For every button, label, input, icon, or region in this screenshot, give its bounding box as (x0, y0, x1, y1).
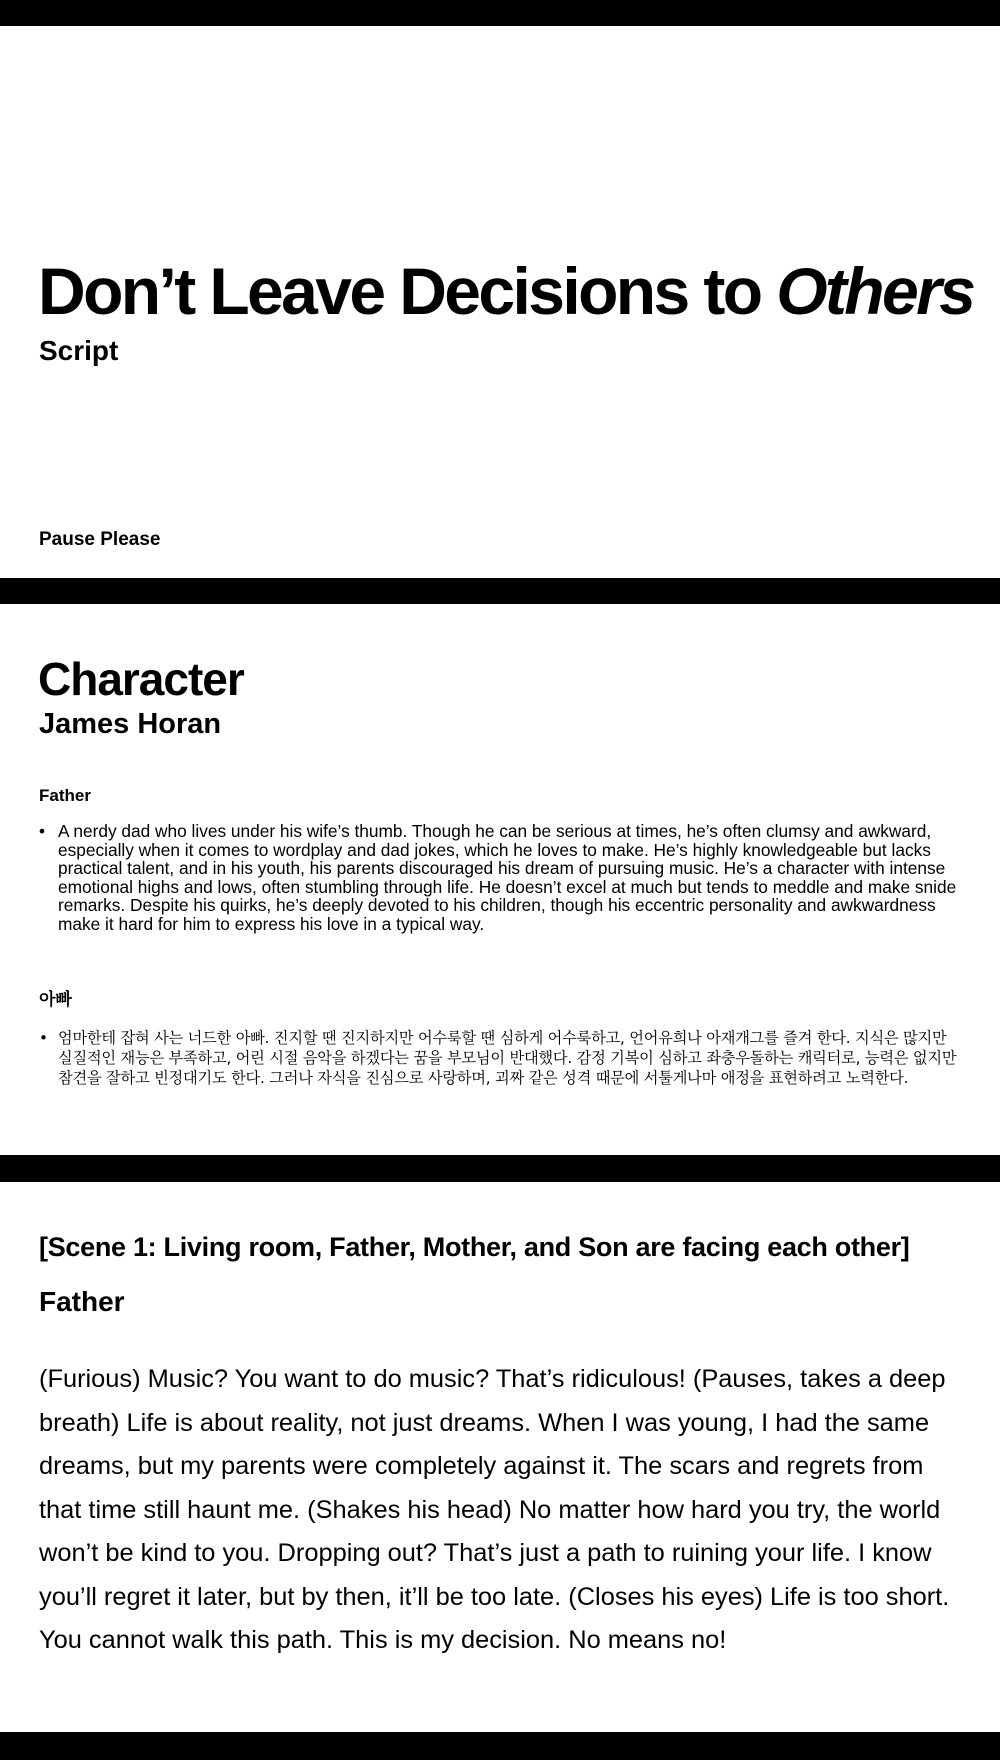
character-heading: Character (38, 653, 244, 705)
character-description-korean (39, 1028, 964, 1088)
scene-heading: [Scene 1: Living room, Father, Mother, and Son are facing each other] (39, 1232, 910, 1262)
top-black-bar (0, 0, 1000, 26)
character-description-english (39, 822, 964, 934)
script-subtitle: Script (39, 335, 119, 366)
title-page-footer-label: Pause Please (39, 529, 161, 550)
script-title (38, 252, 973, 330)
section-divider-bar (0, 1155, 1000, 1182)
section-divider-bar (0, 578, 1000, 604)
character-role-korean: 아빠 (39, 990, 72, 1010)
title-emphasis-text: Others (776, 254, 974, 328)
speaker-name: Father (39, 1286, 125, 1317)
bottom-black-bar (0, 1732, 1000, 1760)
list-item: • 엄마한테 잡혀 사는 너드한 아빠. 진지할 땐 진지하지만 어수룩할 땐 심하게 어수룩하고, 언어유희나 아재개그를 즐겨 한다. 지식은 많지만 실질적인 재능은 부족하고, 어린 시절 음악을 하겠다는 꿈을 부모님이 반대했다. 감정 기복이 심하고 좌충우돌하는 캐릭터로, 능력은 없지만 참견을 잘하고 빈정대기도 한다. 그러나 자식을 진심으로 사랑하며, 괴짜 같은 성격 때문에 서툴게나마 애정을 표현하려고 노력한다. (39, 1028, 964, 1088)
character-role-english: Father (39, 786, 91, 805)
list-item: • A nerdy dad who lives under his wife’s thumb. Though he can be serious at times, he’s often clumsy and awkward, especially when it comes to wordplay and dad jokes, which he loves to make. He’s highly knowledgeable but lacks practical talent, and in his youth, his parents discouraged his dream of pursuing music. He’s a character with intense emotional highs and lows, often stumbling through life. He doesn’t excel at much but tends to meddle and make snide remarks. Despite his quirks, he’s deeply devoted to his children, though his eccentric personality and awkwardness make it hard for him to express his love in a typical way. (39, 822, 964, 934)
character-name: James Horan (39, 708, 222, 740)
title-main-text: Don’t Leave Decisions to (38, 254, 777, 328)
dialogue-text: (Furious) Music? You want to do music? That’s ridiculous! (Pauses, takes a deep breath) Life is about reality, not just dreams. When I was young, I had the same dreams, but my parents were completely against it. The scars and regrets from that time still haunt me. (Shakes his head) No matter how hard you try, the world won’t be kind to you. Dropping out? That’s just a path to ruining your life. I know you’ll regret it later, but by then, it’ll be too late. (Closes his eyes) Life is too short. You cannot walk this path. This is my decision. No means no! (39, 1365, 950, 1654)
